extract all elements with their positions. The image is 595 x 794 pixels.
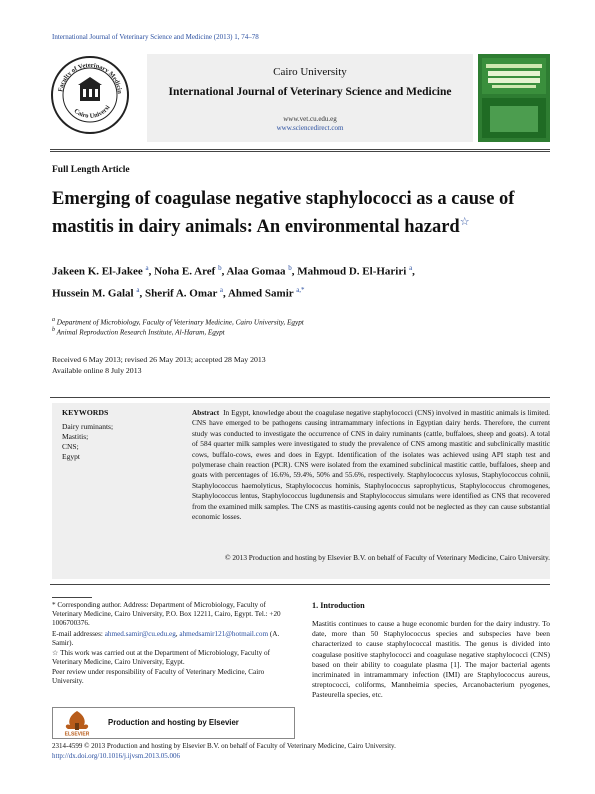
author-separator: , — [412, 265, 415, 278]
journal-website-link[interactable]: www.vet.cu.edu.eg — [283, 115, 337, 123]
corresponding-author-note: * Corresponding author. Address: Department of Microbiology, Faculty of Veterinary Medicine, Cairo University, P.O. Box 12211, Cairo, Egypt. Tel.: +20 1006700376. — [52, 601, 281, 627]
affiliation-a — [52, 317, 552, 326]
elsevier-logo-icon — [56, 709, 98, 737]
email-label: E-mail addresses: — [52, 630, 103, 638]
affiliation-marker: b — [52, 327, 55, 333]
author-name: Hussein M. Galal — [52, 287, 137, 300]
email-link[interactable]: ahmed.samir@cu.edu.eg — [104, 630, 176, 638]
email-suffix: (A. Samir). — [52, 630, 280, 647]
affiliation-text: Department of Microbiology, Faculty of Veterinary Medicine, Cairo University, Egypt — [56, 318, 304, 327]
keyword-item: Mastitis; — [62, 432, 89, 441]
abstract — [192, 408, 550, 522]
header-divider — [50, 149, 550, 150]
keyword-item: CNS; — [62, 442, 79, 451]
author-affiliation-marker[interactable]: a — [145, 264, 149, 272]
abstract-bottom-rule — [50, 584, 550, 585]
article-type: Full Length Article — [52, 165, 130, 175]
svg-text:Cairo University: Cairo Universi — [72, 104, 112, 120]
affiliation-text: Animal Reproduction Research Institute, Al-Haram, Egypt — [56, 328, 225, 337]
sciencedirect-link[interactable]: www.sciencedirect.com — [276, 124, 344, 132]
abstract-top-rule — [50, 397, 550, 398]
author-name: Ahmed Samir — [227, 287, 297, 300]
issn-line: 2314-4599 © 2013 Production and hosting by Elsevier B.V. on behalf of Faculty of Veterinary Medicine, Cairo University. — [52, 742, 396, 750]
author-name: Sherif A. Omar — [144, 287, 220, 300]
introduction-text: Mastitis continues to cause a huge economic burden for the dairy industry. To date, more than 50 Staphylococcus species and subspecies have been characterized to cause staphylococcal mastitis. The genus is divided into coagulase positive staphylococci and coagulase negative staphylococci (CNS) based on their ability to coagulate plasma [1]. The major bacterial agents incriminated in intramammary infection (IMI) are Staphylococcus aureus, streptococci, coliforms, Mannheimia species, Arcanobacterium pyogenes, Pasteurella species, etc. — [312, 619, 550, 700]
author-affiliation-marker[interactable]: a,* — [296, 285, 305, 294]
author-separator: , — [139, 287, 145, 300]
article-title-text: Emerging of coagulase negative staphylococci as a cause of mastitis in dairy animals: An environmental hazard — [52, 189, 515, 238]
affiliation-b — [52, 327, 552, 336]
received-dates: Received 6 May 2013; revised 26 May 2013; accepted 28 May 2013 — [52, 355, 266, 364]
svg-text:Faculty of Veterinary Medicine: Faculty of Veterinary Medicin — [57, 61, 124, 95]
introduction-heading: 1. Introduction — [312, 601, 365, 610]
footnote-rule — [52, 597, 92, 598]
faculty-logo — [50, 55, 130, 135]
journal-name: International Journal of Veterinary Science and Medicine — [168, 86, 452, 98]
author-separator: , — [291, 265, 298, 278]
author-separator: , — [221, 265, 227, 278]
header-divider-secondary — [50, 151, 550, 152]
author-separator: , — [148, 265, 155, 278]
title-footnote-mark[interactable]: ☆ — [459, 216, 470, 228]
keyword-item: Egypt — [62, 452, 80, 461]
author-name: Jakeen K. El-Jakee — [52, 265, 146, 278]
abstract-label: Abstract — [192, 408, 220, 417]
abstract-text: In Egypt, knowledge about the coagulase negative staphylococci (CNS) involved in mastitic animals is limited. CNS have emerged to be pathogens causing intramammary infections in Egyptian dairy herds. Therefore, the current study was conducted to investigate the occurrence of CNS in dairy ruminants (cattle, buffaloes, sheep and goats). A total of 584 quarter milk samples were investigated to study the prevalence of CNS among mastitic and subclinically mastitic cows, buffalo-cows, ewes and does in Egypt. Identification of the isolates was achieved using API staph test and polymerase chain reaction (PCR). CNS were isolated from the examined subclinical mastitic cattle, buffaloes, sheep and goats with percentages of 16.6%, 59.4%, 50% and 55.6%, respectively. Staphylococcus xylosus, Staphylococcus cohnii, Staphylococcus haemolyticus, Staphylococcus hominis, Staphylococcus saprophyticus, Staphylococcus chromogenes, Staphylococcus lentus, Staphylococcus lugdunensis and Staphylococcus simulans were identified as CNS that recovered from the examined milk samples. The CNS as mastitis-causing agents could not be neglected as they can cause substantial economic losses. — [192, 408, 550, 522]
doi-link[interactable]: http://dx.doi.org/10.1016/j.ijvsm.2013.05.006 — [52, 752, 181, 760]
author-name: Noha E. Aref — [154, 265, 219, 278]
running-head[interactable]: International Journal of Veterinary Science and Medicine (2013) 1, 74–78 — [52, 33, 259, 41]
author-affiliation-marker[interactable]: b — [218, 264, 222, 272]
journal-cover-image — [478, 54, 550, 142]
author-line-2 — [52, 281, 552, 303]
keywords-heading: KEYWORDS — [62, 408, 109, 417]
university-name: Cairo University — [273, 66, 347, 78]
author-affiliation-marker[interactable]: a — [219, 285, 224, 294]
author-affiliation-marker[interactable]: a — [409, 264, 413, 272]
author-line-1 — [52, 259, 552, 281]
author-separator: , — [223, 287, 228, 300]
article-title — [52, 188, 552, 239]
author-name: Alaa Gomaa — [226, 265, 289, 278]
author-affiliation-marker[interactable]: a — [136, 285, 140, 294]
author-name: Mahmoud D. El-Hariri — [297, 265, 410, 278]
peer-review-note: Peer review under responsibility of Faculty of Veterinary Medicine, Cairo University. — [52, 668, 265, 685]
keyword-item: Dairy ruminants; — [62, 422, 114, 431]
email-link[interactable]: ahmedsamir121@hotmail.com — [179, 630, 269, 638]
author-list — [52, 259, 552, 302]
elsevier-hosting-text: Production and hosting by Elsevier — [108, 718, 239, 727]
author-affiliation-marker[interactable]: b — [288, 264, 292, 272]
online-date: Available online 8 July 2013 — [52, 366, 142, 375]
affiliation-marker: a — [52, 317, 55, 323]
work-location-note: ☆ This work was carried out at the Department of Microbiology, Faculty of Veterinary Medicine, Cairo University, Egypt. — [52, 649, 271, 666]
abstract-copyright: © 2013 Production and hosting by Elsevier B.V. on behalf of Faculty of Veterinary Medicine, Cairo University. — [225, 553, 550, 562]
elsevier-wordmark: ELSEVIER — [64, 731, 90, 737]
email-addresses-note: E-mail addresses: ahmed.samir@cu.edu.eg, ahmedsamir121@hotmail.com (A. Samir). — [52, 630, 280, 647]
